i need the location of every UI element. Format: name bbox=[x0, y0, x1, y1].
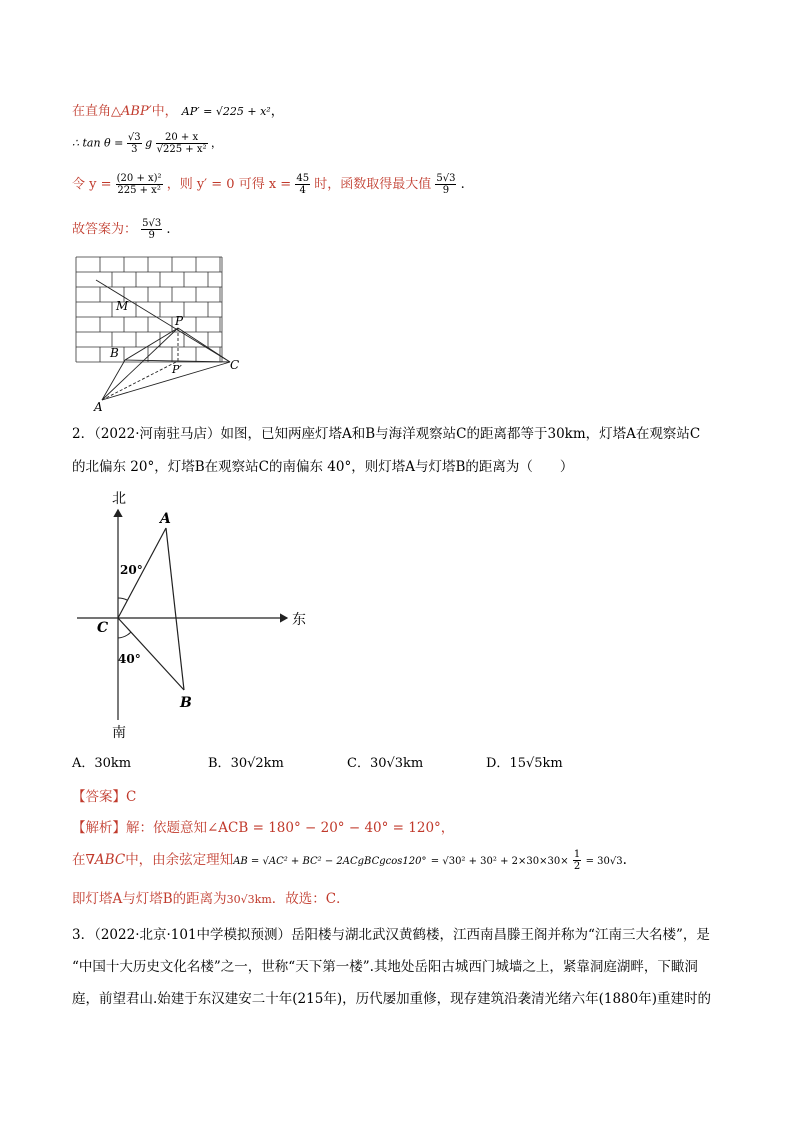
label-b: B bbox=[180, 695, 192, 711]
solution-answer-line: 故答案为： $\frac{5√3}{9}$ . bbox=[72, 218, 171, 241]
question-2-stem: 2．（2022·河南驻马店）如图，已知两座灯塔A和B与海洋观察站C的距离都等于30km，灯塔A在观察站C bbox=[72, 426, 701, 442]
label-a: A bbox=[160, 511, 171, 527]
question-3-line-3: 庭，前望君山.始建于东汉建安二十年(215年)，历代屡加重修，现存建筑沿袭清光绪六年(1880年)重建时的 bbox=[72, 991, 711, 1007]
label-a: A bbox=[94, 400, 103, 414]
solution-line-2: ∴ tan θ = $\frac{√3}{3}$ g $\frac{20 + x}{\text{√225 + x²}}$ ， bbox=[72, 132, 223, 155]
analysis-line-3: 即灯塔A与灯塔B的距离为30√3km．故选：C． bbox=[72, 891, 350, 907]
option-c[interactable]: C．30√3km bbox=[347, 756, 424, 771]
label-south: 南 bbox=[112, 725, 126, 741]
label-m: M bbox=[116, 299, 129, 313]
solution-line-3: 令 y = $\frac{\text{(20 + x)²}}{\text{225 + x²}}$ ，则 y′ = 0 可得 x = $\frac{45}{4}$ 时，函数取得最大值 $\frac{5√3}{9}$ . bbox=[72, 173, 465, 196]
label-p: P bbox=[175, 314, 184, 328]
analysis-line-1: 【解析】解：依题意知∠ACB = 180° − 20° − 40° = 120°， bbox=[72, 820, 455, 836]
label-b: B bbox=[110, 346, 119, 360]
option-b[interactable]: B．30√2km bbox=[208, 756, 284, 771]
angle-arc-bottom bbox=[118, 632, 131, 638]
label-east: 东 bbox=[292, 612, 306, 628]
solution-line-1: 在直角△ABP′中， AP′ = √225 + x²， bbox=[72, 104, 284, 119]
label-angle-20: 20° bbox=[120, 563, 143, 577]
angle-arc-top bbox=[118, 598, 127, 600]
wall-figure bbox=[70, 255, 250, 415]
answer-line: 【答案】C bbox=[72, 789, 137, 805]
label-c: C bbox=[230, 358, 240, 372]
question-3-line-1: 3．（2022·北京·101中学模拟预测）岳阳楼与湖北武汉黄鹤楼，江西南昌滕王阁并称为“江南三大名楼”，是 bbox=[72, 927, 710, 943]
label-angle-40: 40° bbox=[118, 652, 141, 666]
segment-ab bbox=[166, 528, 184, 690]
line-ap bbox=[102, 328, 178, 400]
line-bp bbox=[125, 328, 178, 360]
ap-prime-expression: AP′ = √225 + x² bbox=[181, 105, 271, 118]
line-ac bbox=[102, 362, 230, 400]
question-2-stem-line2: 的北偏东 20°，灯塔B在观察站C的南偏东 40°，则灯塔A与灯塔B的距离为（ ） bbox=[72, 459, 574, 475]
compass-figure bbox=[72, 485, 322, 745]
option-d[interactable]: D．15√5km bbox=[486, 756, 563, 771]
option-a[interactable]: A．30km bbox=[72, 756, 132, 771]
question-3-line-2: “中国十大历史文化名楼”之一，世称“天下第一楼”.其地处岳阳古城西门城墙之上，紧靠洞庭湖畔，下瞰洞 bbox=[72, 959, 698, 975]
label-p-prime: P′ bbox=[172, 363, 182, 376]
analysis-line-2: 在∇ABC中，由余弦定理知AB = √AC² + BC² − 2ACgBCgcos120° = √30² + 30² + 2×30×30× $\frac{1}{2}$ = 30√3. bbox=[72, 849, 627, 872]
label-c: C bbox=[97, 620, 109, 636]
label-north: 北 bbox=[112, 491, 126, 507]
